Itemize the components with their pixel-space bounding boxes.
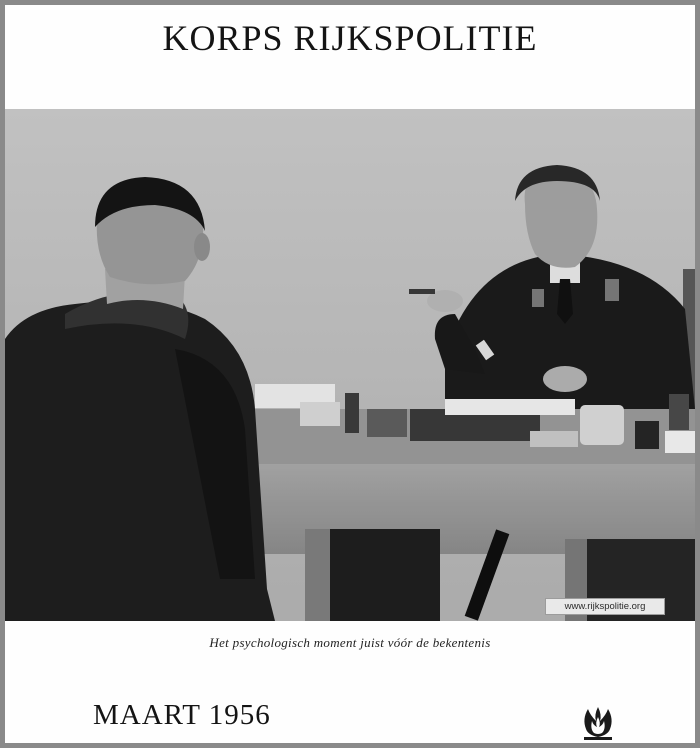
interrogation-photo <box>5 109 695 621</box>
issue-date: MAART 1956 <box>93 699 271 731</box>
page-title: KORPS RIJKSPOLITIE <box>162 18 538 58</box>
watermark-label: www.rijkspolitie.org <box>545 598 665 615</box>
magazine-page <box>5 5 695 743</box>
photo-caption: Het psychologisch moment juist vóór de bekentenis <box>209 635 491 650</box>
flame-emblem-icon <box>578 705 618 741</box>
photo-illustration <box>5 109 695 621</box>
photo-tone <box>5 109 695 621</box>
